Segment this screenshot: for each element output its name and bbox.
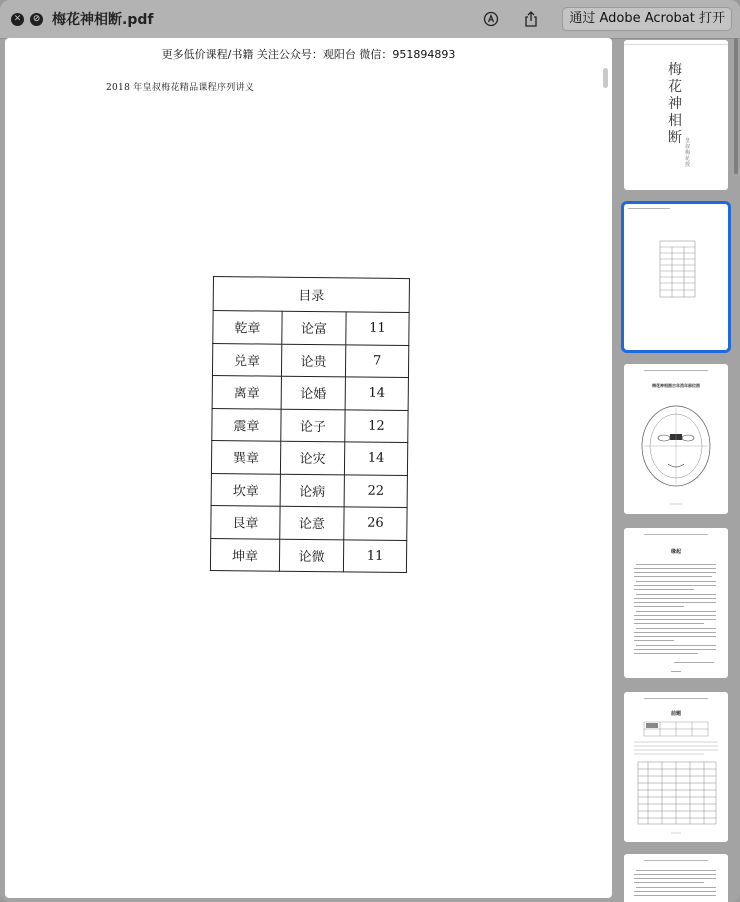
toc-page: 7 [345, 344, 408, 377]
toc-topic: 论贵 [281, 344, 345, 377]
window-controls [11, 13, 43, 26]
toc-chapter: 离章 [212, 375, 281, 408]
toc-chapter: 乾章 [213, 311, 282, 344]
title-bar [0, 0, 740, 39]
close-icon[interactable]: ✕ [11, 13, 24, 26]
table-row [213, 311, 409, 346]
table-row [210, 538, 406, 573]
pdf-page [5, 38, 612, 898]
table-row [212, 375, 408, 410]
share-icon[interactable] [522, 10, 540, 28]
toc-topic: 论富 [282, 311, 346, 344]
toc-page: 26 [344, 507, 407, 540]
toc-page: 11 [343, 539, 406, 572]
toc-page: 12 [345, 409, 408, 442]
toc-chapter: 艮章 [211, 505, 280, 538]
thumbnail-page-3[interactable] [624, 364, 728, 514]
thumbnail-table-title: 前题 [670, 711, 681, 717]
thumbnail-intro-title: 缘起 [670, 549, 681, 555]
thumbnail-page-4[interactable] [624, 528, 728, 678]
thumbnail-toc-drawing [624, 204, 728, 350]
thumbnail-page-6[interactable] [624, 854, 728, 902]
table-row [211, 505, 407, 540]
toc-topic: 论意 [280, 506, 344, 539]
thumbnail-page-5[interactable] [624, 692, 728, 842]
toc-chapter: 震章 [212, 408, 281, 441]
table-row [212, 408, 408, 443]
toc-topic: 论子 [281, 409, 345, 442]
table-row [211, 440, 407, 475]
toc-chapter: 巽章 [211, 440, 280, 473]
thumbnail-cover-title: 梅花神相断 [668, 62, 682, 146]
toc-page: 22 [344, 474, 407, 507]
minimize-icon[interactable]: ⊘ [30, 13, 43, 26]
table-row [211, 473, 407, 508]
page-scrollbar[interactable] [603, 68, 608, 88]
toc-topic: 论婚 [281, 376, 345, 409]
thumbnail-cover-subtitle: 皇叔 梅花 授 [685, 138, 691, 168]
window-title: 梅花神相断.pdf [52, 12, 154, 28]
toc-page: 11 [346, 312, 409, 345]
toc-chapter: 坎章 [211, 473, 280, 506]
thumbnail-sidebar [616, 38, 740, 902]
open-in-acrobat-button[interactable]: 通过 Adobe Acrobat 打开 [562, 7, 732, 31]
toc-chapter: 坤章 [210, 538, 279, 571]
page-header: 更多低价课程/书籍 关注公众号：观阳台 微信：951894893 [161, 48, 456, 61]
sidebar-scrollbar[interactable] [734, 38, 738, 174]
table-row [212, 343, 408, 378]
toc-title: 目录 [213, 277, 409, 313]
toc-table [210, 276, 410, 573]
toc-topic: 论病 [280, 474, 344, 507]
toc-chapter: 兑章 [212, 343, 281, 376]
thumbnail-face-title: 梅花神相图古年流年部位图 [652, 383, 700, 388]
thumbnail-face-diagram [624, 364, 728, 514]
page-subheader: 2018 年皇叔梅花精品课程序列讲义 [106, 83, 255, 93]
toc-topic: 论微 [279, 539, 343, 572]
toc-topic: 论灾 [280, 441, 344, 474]
thumbnail-page-2[interactable] [624, 204, 728, 350]
markup-icon[interactable] [482, 10, 500, 28]
thumbnail-page-1[interactable] [624, 40, 728, 190]
toc-page: 14 [345, 377, 408, 410]
toc-page: 14 [344, 442, 407, 475]
thumbnail-table-drawing [624, 692, 728, 842]
